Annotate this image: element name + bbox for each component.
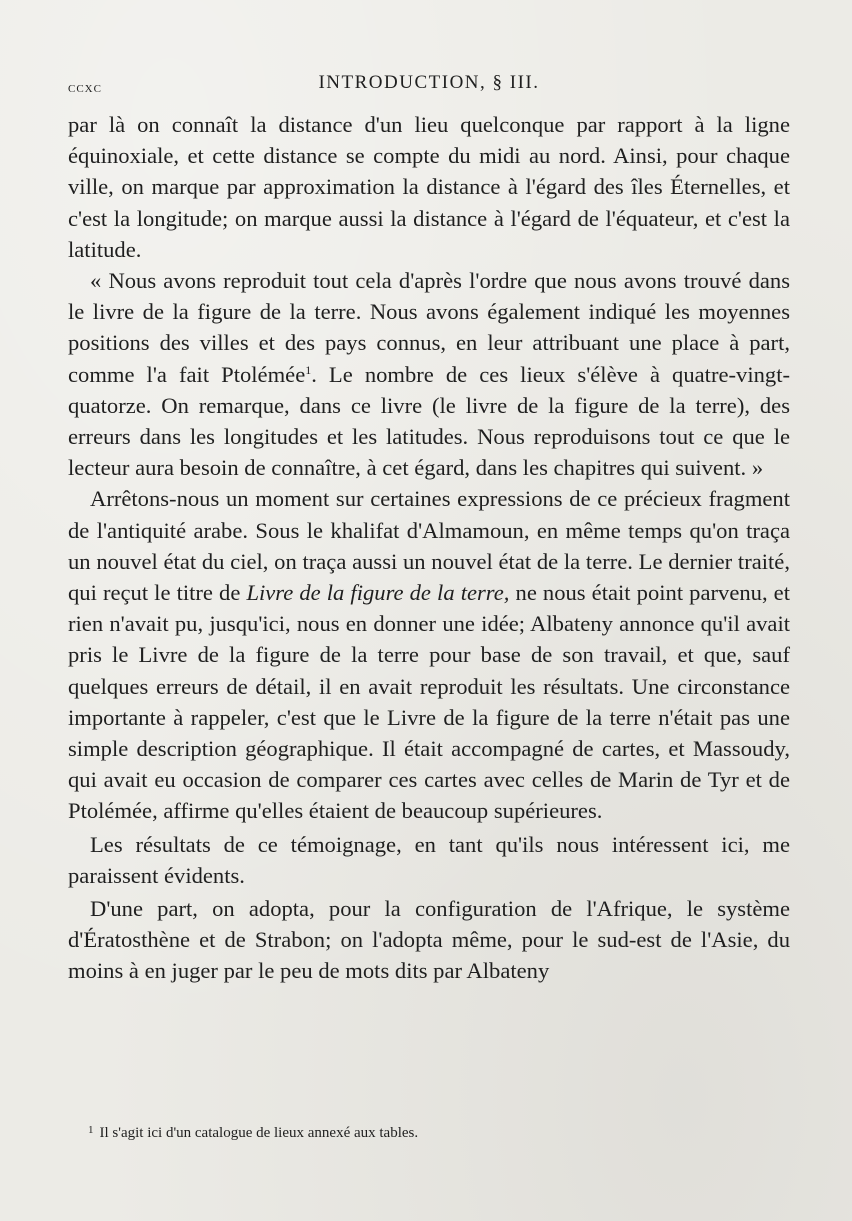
- paragraph-text: . Le nombre de ces lieux s'élève à quatre-vingt-quatorze. On remarque, dans ce livre (le livre de la figure de la terre), des erreurs dans les longitudes et les latitudes. Nous reproduisons tout ce que le lecteur aura besoin de connaître, à cet égard, dans les chapitres qui suivent. »: [68, 361, 791, 481]
- footnote-reference: 1: [305, 362, 312, 377]
- paragraph-text: Les résultats de ce témoignage, en tant qu'ils nous intéressent ici, me paraissent évidents.: [68, 831, 790, 888]
- paragraph-text: D'une part, on adopta, pour la configuration de l'Afrique, le système d'Ératosthène et de Strabon; on l'adopta même, pour le sud-est de l'Asie, du moins à en juger par le peu de mots dits par Albateny: [68, 896, 790, 984]
- footnote: [88, 1120, 788, 1143]
- page-header: [68, 72, 790, 102]
- paragraph-text: Arrêtons-nous un moment sur certaines expressions de ce précieux fragment de l'antiquité arabe. Sous le khalifat d'Almamoun, en même temps qu'on traça un nouvel état du ciel, on traça aussi un nouvel état de la terre. Le dernier traité, qui reçut le titre de: [68, 486, 790, 606]
- book-title-italic: Livre de la figure de la terre,: [246, 580, 510, 606]
- footnote-mark: 1: [88, 1124, 94, 1136]
- paragraph: [68, 109, 790, 265]
- running-title: INTRODUCTION, § III.: [318, 72, 540, 93]
- page-number: ccxc: [68, 80, 102, 96]
- paragraph: [68, 483, 790, 826]
- paragraph-text: « Nous avons reproduit tout cela d'après l'ordre que nous avons trouvé dans le livre de la figure de la terre. Nous avons également indiqué les moyennes positions des villes et des pays connus, en leur attribuant une place à part, comme l'a fait Ptolémée: [68, 268, 790, 387]
- paragraph: [68, 829, 790, 891]
- paragraph: [68, 893, 790, 987]
- paragraph-text: ne nous était point parvenu, et rien n'avait pu, jusqu'ici, nous en donner une idée; Albateny annonce qu'il avait pris le Livre de la figure de la terre pour base de son travail, et que, sauf quelques erreurs de détail, il en avait reproduit les résultats. Une circonstance importante à rappeler, c'est que le Livre de la figure de la terre n'était pas une simple description géographique. Il était accompagné de cartes, et Massoudy, qui avait eu occasion de comparer ces cartes avec celles de Marin de Tyr et de Ptolémée, affirme qu'elles étaient de beaucoup supérieures.: [68, 580, 790, 824]
- body-text: [68, 109, 790, 987]
- paragraph: [68, 265, 790, 483]
- footnote-text: Il s'agit ici d'un catalogue de lieux annexé aux tables.: [99, 1125, 419, 1141]
- paragraph-text: par là on connaît la distance d'un lieu quelconque par rapport à la ligne équinoxiale, et cette distance se compte du midi au nord. Ainsi, pour chaque ville, on marque par approximation la distance à l'égard des îles Éternelles, et c'est la longitude; on marque aussi la distance à l'égard de l'équateur, et c'est la latitude.: [68, 112, 790, 262]
